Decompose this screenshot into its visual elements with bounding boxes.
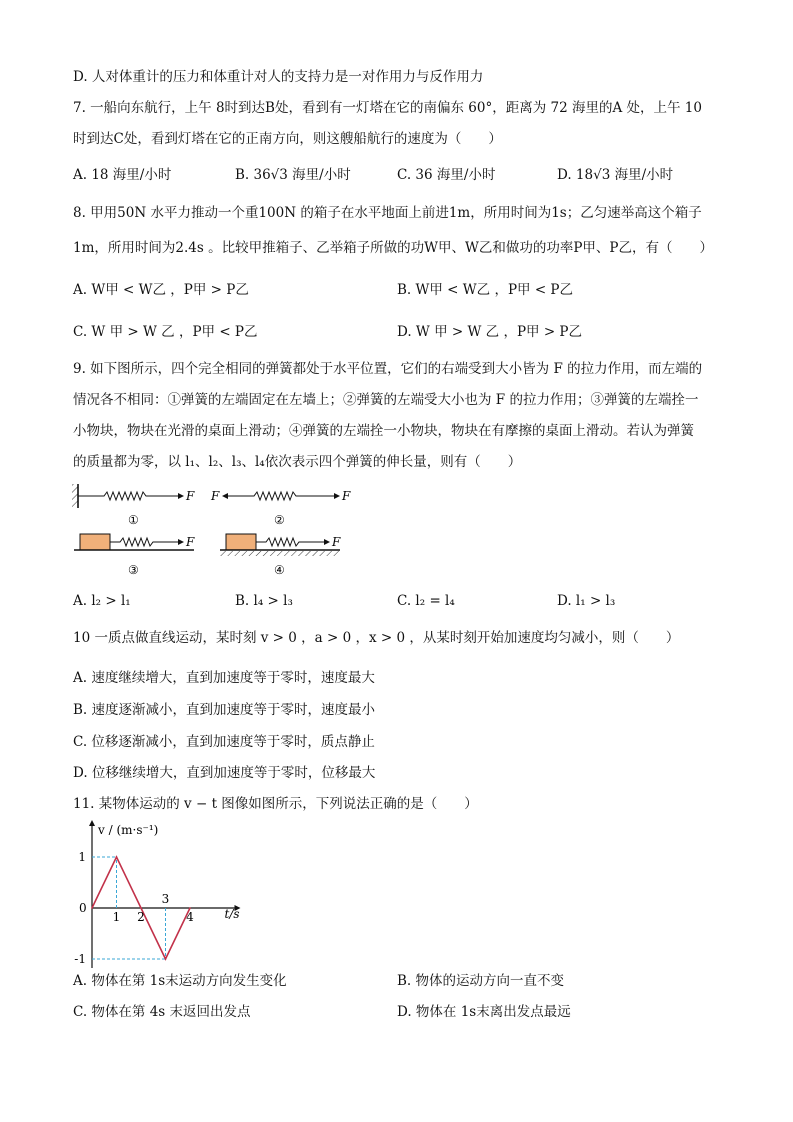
arrow-1 (178, 493, 184, 499)
arrow-2a (222, 493, 228, 499)
data-point-3 (165, 958, 167, 960)
y-axis-arrow (89, 820, 95, 826)
q9-text-line1: 9. 如下图所示，四个完全相同的弹簧都处于水平位置，它们的右端受到大小皆为 F 的拉力作用，而左端的 (73, 361, 703, 377)
q9-option-b: B. l₄ > l₃ (235, 593, 293, 609)
y-tick-label-0: 1 (78, 850, 86, 864)
q9-spring-figure (70, 480, 360, 580)
q10-option-b: B. 速度逐渐减小，直到加速度等于零时，速度最小 (73, 702, 376, 718)
q6-option-d: D. 人对体重计的压力和体重计对人的支持力是一对作用力与反作用力 (73, 69, 484, 85)
q11-option-a: A. 物体在第 1s末运动方向发生变化 (73, 973, 287, 989)
arrow-4 (324, 539, 330, 545)
q7-text-line2: 时到达C处，看到灯塔在它的正南方向，则这艘船航行的速度为（ ） (73, 131, 502, 147)
spring-fig-3 (74, 534, 195, 577)
data-point-4 (189, 907, 191, 909)
spring-fig-1 (72, 484, 195, 527)
q10-option-d: D. 位移继续增大，直到加速度等于零时，位移最大 (73, 765, 376, 781)
q9-text-line3: 小物块，物块在光滑的桌面上滑动；④弹簧的左端拴一小物块，物块在有摩擦的桌面上滑动。若认为弹簧 (73, 423, 694, 439)
label-f-1: F (186, 489, 195, 503)
wall-hatch (72, 484, 78, 508)
x-tick-label-2: 2 (137, 910, 145, 924)
q11-option-d: D. 物体在 1s末离出发点最远 (397, 1004, 571, 1020)
spring-4 (256, 538, 324, 546)
q8-text-line2: 1m，所用时间为2.4s 。比较甲推箱子、乙举箱子所做的功W甲、W乙和做功的功率P甲、P乙，有（ ） (73, 240, 713, 256)
q8-text-line1: 8. 甲用50N 水平力推动一个重100N 的箱子在水平地面上前进1m，所用时间为1s；乙匀速举高这个箱子 (73, 205, 702, 221)
q7-text-line1: 7. 一船向东航行，上午 8时到达B处，看到有一灯塔在它的南偏东 60°，距离为 72 海里的A 处，上午 10 (73, 100, 702, 116)
q8-option-d: D. W 甲 > W 乙 ，P甲 > P乙 (397, 324, 583, 340)
spring-fig-4 (220, 534, 341, 577)
q7-option-c: C. 36 海里/小时 (397, 167, 496, 183)
q11-option-b: B. 物体的运动方向一直不变 (397, 973, 565, 989)
spring-fig-2 (210, 489, 351, 527)
fig-mark-3: ③ (128, 563, 139, 577)
q10-text-line1: 10 一质点做直线运动，某时刻 v > 0 ，a > 0 ，x > 0 ，从某时刻开始加速度均匀减小，则（ ） (73, 630, 680, 646)
q10-option-c: C. 位移逐渐减小，直到加速度等于零时，质点静止 (73, 734, 375, 750)
spring-1 (78, 492, 178, 500)
q7-option-a: A. 18 海里/小时 (73, 167, 172, 183)
label-f-2a: F (211, 489, 220, 503)
data-point-1 (116, 856, 118, 858)
q8-option-a: A. W甲 < W乙 ，P甲 > P乙 (73, 282, 249, 298)
spring-2 (228, 492, 334, 500)
q11-option-c: C. 物体在第 4s 末返回出发点 (73, 1004, 251, 1020)
q9-text-line2: 情况各不相同：①弹簧的左端固定在左墙上；②弹簧的左端受大小也为 F 的拉力作用；③弹簧的左端拴一 (73, 392, 699, 408)
x-tick-label-3: 3 (161, 892, 170, 906)
q9-text-line4: 的质量都为零，以 l₁、l₂、l₃、l₄依次表示四个弹簧的伸长量，则有（ ） (73, 454, 522, 470)
q11-text-line1: 11. 某物体运动的 v − t 图像如图所示，下列说法正确的是（ ） (73, 796, 478, 812)
q7-option-d: D. 18√3 海里/小时 (557, 167, 674, 183)
x-axis-label: t/s (224, 907, 240, 921)
y-tick-label-1: -1 (74, 952, 86, 966)
y-axis-label: v / (m·s⁻¹) (98, 823, 159, 837)
x-tick-label-4: 4 (186, 910, 194, 924)
q9-option-c: C. l₂ = l₄ (397, 593, 455, 609)
fig-mark-1: ① (128, 513, 139, 527)
label-f-2b: F (342, 489, 351, 503)
block-3 (80, 534, 110, 550)
q7-option-b: B. 36√3 海里/小时 (235, 167, 351, 183)
fig-mark-2: ② (274, 513, 285, 527)
q8-option-c: C. W 甲 > W 乙 ，P甲 < P乙 (73, 324, 258, 340)
arrow-2b (334, 493, 340, 499)
q10-option-a: A. 速度继续增大，直到加速度等于零时，速度最大 (73, 670, 375, 686)
x-tick-label-0: 0 (79, 901, 87, 915)
q9-option-d: D. l₁ > l₃ (557, 593, 616, 609)
spring-3 (110, 538, 178, 546)
q11-vt-chart (72, 818, 272, 968)
data-point-0 (91, 907, 93, 909)
fig-mark-4: ④ (274, 563, 285, 577)
q8-option-b: B. W甲 < W乙 ，P甲 < P乙 (397, 282, 574, 298)
arrow-3 (178, 539, 184, 545)
q9-option-a: A. l₂ > l₁ (73, 593, 131, 609)
table-hatch-4 (220, 551, 340, 556)
label-f-4: F (332, 535, 341, 549)
data-point-2 (140, 907, 142, 909)
block-4 (226, 534, 256, 550)
label-f-3: F (186, 535, 195, 549)
x-tick-label-1: 1 (112, 910, 121, 924)
